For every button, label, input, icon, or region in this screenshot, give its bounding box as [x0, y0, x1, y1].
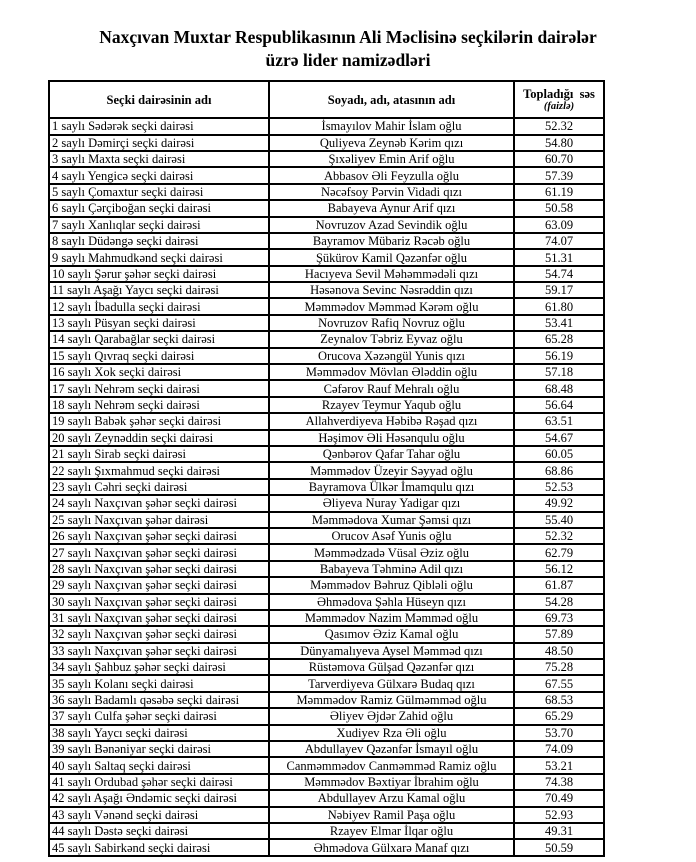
candidate-name-cell: Orucova Xəzəngül Yunis qızı: [269, 348, 514, 364]
table-row: [49, 544, 604, 560]
votes-cell: 56.12: [514, 561, 604, 577]
votes-cell: 50.58: [514, 200, 604, 216]
votes-cell: 52.32: [514, 528, 604, 544]
votes-cell: 48.50: [514, 643, 604, 659]
district-cell: 29 saylı Naxçıvan şəhər seçki dairəsi: [49, 577, 269, 593]
table-row: [49, 561, 604, 577]
table-row: [49, 233, 604, 249]
district-cell: 13 saylı Püsyan seçki dairəsi: [49, 315, 269, 331]
district-cell: 12 saylı İbadulla seçki dairəsi: [49, 298, 269, 314]
table-row: [49, 298, 604, 314]
candidate-name-cell: Abbasov Əli Feyzulla oğlu: [269, 167, 514, 183]
votes-cell: 65.29: [514, 708, 604, 724]
header-row: [49, 81, 604, 118]
district-cell: 17 saylı Nehrəm seçki dairəsi: [49, 380, 269, 396]
votes-cell: 61.87: [514, 577, 604, 593]
candidate-name-cell: Məmmədova Xumar Şəmsi qızı: [269, 512, 514, 528]
votes-cell: 57.39: [514, 167, 604, 183]
candidate-name-cell: Məmmədov Nazim Məmməd oğlu: [269, 610, 514, 626]
page-title: Naxçıvan Muxtar Respublikasının Ali Məclisinə seçkilərin dairələr üzrə lider namizədləri: [99, 27, 597, 71]
district-cell: 8 saylı Düdəngə seçki dairəsi: [49, 233, 269, 249]
candidate-name-cell: Həşimov Əli Həsənqulu oğlu: [269, 430, 514, 446]
district-cell: 19 saylı Babək şəhər seçki dairəsi: [49, 413, 269, 429]
header-votes: [514, 81, 604, 118]
votes-cell: 68.86: [514, 462, 604, 478]
district-cell: 31 saylı Naxçıvan şəhər seçki dairəsi: [49, 610, 269, 626]
table-row: [49, 135, 604, 151]
district-cell: 1 saylı Sədərək seçki dairəsi: [49, 118, 269, 134]
table-row: [49, 282, 604, 298]
candidate-name-cell: Şükürov Kamil Qəzənfər oğlu: [269, 249, 514, 265]
votes-cell: 69.73: [514, 610, 604, 626]
district-cell: 34 saylı Şahbuz şəhər seçki dairəsi: [49, 659, 269, 675]
candidate-name-cell: Tarverdiyeva Gülxarə Budaq qızı: [269, 675, 514, 691]
votes-cell: 74.07: [514, 233, 604, 249]
votes-cell: 74.38: [514, 774, 604, 790]
candidate-name-cell: Abdullayev Qəzənfər İsmayıl oğlu: [269, 741, 514, 757]
district-cell: 20 saylı Zeynəddin seçki dairəsi: [49, 430, 269, 446]
votes-cell: 52.93: [514, 807, 604, 823]
candidate-name-cell: Novruzov Rafiq Novruz oğlu: [269, 315, 514, 331]
table-row: [49, 315, 604, 331]
district-cell: 15 saylı Qıvraq seçki dairəsi: [49, 348, 269, 364]
candidate-name-cell: Şıxəliyev Emin Arif oğlu: [269, 151, 514, 167]
district-cell: 40 saylı Saltaq seçki dairəsi: [49, 757, 269, 773]
votes-cell: 55.40: [514, 512, 604, 528]
candidate-name-cell: Məmmədov Ramiz Gülməmməd oğlu: [269, 692, 514, 708]
district-cell: 44 saylı Dəstə seçki dairəsi: [49, 823, 269, 839]
table-row: [49, 462, 604, 478]
candidate-name-cell: Qənbərov Qafar Tahar oğlu: [269, 446, 514, 462]
table-row: [49, 479, 604, 495]
votes-cell: 57.89: [514, 626, 604, 642]
header-votes-main: Topladığı səs: [523, 87, 595, 102]
district-cell: 10 saylı Şərur şəhər seçki dairəsi: [49, 266, 269, 282]
votes-cell: 53.41: [514, 315, 604, 331]
candidate-name-cell: Məmmədov Bəxtiyar İbrahim oğlu: [269, 774, 514, 790]
district-cell: 35 saylı Kolanı seçki dairəsi: [49, 675, 269, 691]
candidate-name-cell: Rzayev Elmar İlqar oğlu: [269, 823, 514, 839]
table-row: [49, 446, 604, 462]
candidate-name-cell: Zeynalov Təbriz Eyvaz oğlu: [269, 331, 514, 347]
table-row: [49, 348, 604, 364]
district-cell: 37 saylı Culfa şəhər seçki dairəsi: [49, 708, 269, 724]
votes-cell: 54.74: [514, 266, 604, 282]
district-cell: 36 saylı Badamlı qəsəbə seçki dairəsi: [49, 692, 269, 708]
district-cell: 9 saylı Mahmudkənd seçki dairəsi: [49, 249, 269, 265]
header-candidate-name: Soyadı, adı, atasının adı: [269, 81, 514, 118]
votes-cell: 50.59: [514, 839, 604, 855]
district-cell: 39 saylı Bənəniyar seçki dairəsi: [49, 741, 269, 757]
table-row: [49, 413, 604, 429]
district-cell: 28 saylı Naxçıvan şəhər seçki dairəsi: [49, 561, 269, 577]
votes-cell: 61.19: [514, 184, 604, 200]
table-row: [49, 118, 604, 134]
header-district: Seçki dairəsinin adı: [49, 81, 269, 118]
candidate-name-cell: Abdullayev Arzu Kamal oğlu: [269, 790, 514, 806]
table-row: [49, 626, 604, 642]
district-cell: 25 saylı Naxçıvan şəhər dairəsi: [49, 512, 269, 528]
district-cell: 33 saylı Naxçıvan şəhər seçki dairəsi: [49, 643, 269, 659]
district-cell: 42 saylı Aşağı Əndəmic seçki dairəsi: [49, 790, 269, 806]
table-row: [49, 380, 604, 396]
votes-cell: 74.09: [514, 741, 604, 757]
candidate-name-cell: Məmmədov Məmməd Kərəm oğlu: [269, 298, 514, 314]
district-cell: 6 saylı Çərçiboğan seçki dairəsi: [49, 200, 269, 216]
votes-cell: 60.05: [514, 446, 604, 462]
candidate-name-cell: Quliyeva Zeynəb Kərim qızı: [269, 135, 514, 151]
candidate-name-cell: Əliyeva Nuray Yadigar qızı: [269, 495, 514, 511]
candidate-name-cell: Babayeva Aynur Arif qızı: [269, 200, 514, 216]
candidate-name-cell: Məmmədzadə Vüsal Əziz oğlu: [269, 544, 514, 560]
candidate-name-cell: Əliyev Əjdər Zahid oğlu: [269, 708, 514, 724]
votes-cell: 62.79: [514, 544, 604, 560]
votes-cell: 52.32: [514, 118, 604, 134]
district-cell: 5 saylı Çomaxtur seçki dairəsi: [49, 184, 269, 200]
table-row: [49, 249, 604, 265]
votes-cell: 63.51: [514, 413, 604, 429]
table-row: [49, 512, 604, 528]
candidate-name-cell: Cəfərov Rauf Mehralı oğlu: [269, 380, 514, 396]
district-cell: 45 saylı Sabirkənd seçki dairəsi: [49, 839, 269, 855]
votes-cell: 54.28: [514, 594, 604, 610]
candidate-name-cell: Qasımov Əziz Kamal oğlu: [269, 626, 514, 642]
candidate-name-cell: Nəcəfsoy Pərvin Vidadi qızı: [269, 184, 514, 200]
votes-cell: 54.80: [514, 135, 604, 151]
candidate-name-cell: Canməmmədov Canməmməd Ramiz oğlu: [269, 757, 514, 773]
candidate-name-cell: Dünyamalıyeva Aysel Məmməd qızı: [269, 643, 514, 659]
candidate-name-cell: Rzayev Teymur Yaqub oğlu: [269, 397, 514, 413]
table-row: [49, 741, 604, 757]
table-row: [49, 266, 604, 282]
candidate-name-cell: Xudiyev Rza Əli oğlu: [269, 725, 514, 741]
table-row: [49, 725, 604, 741]
table-row: [49, 610, 604, 626]
candidate-name-cell: Məmmədov Mövlan Ələddin oğlu: [269, 364, 514, 380]
candidate-name-cell: Nəbiyev Ramil Paşa oğlu: [269, 807, 514, 823]
district-cell: 24 saylı Naxçıvan şəhər seçki dairəsi: [49, 495, 269, 511]
table-row: [49, 200, 604, 216]
votes-cell: 75.28: [514, 659, 604, 675]
table-row: [49, 528, 604, 544]
table-row: [49, 807, 604, 823]
district-cell: 27 saylı Naxçıvan şəhər seçki dairəsi: [49, 544, 269, 560]
table-row: [49, 708, 604, 724]
candidate-name-cell: Novruzov Azad Sevindik oğlu: [269, 217, 514, 233]
table-row: [49, 659, 604, 675]
votes-cell: 59.17: [514, 282, 604, 298]
district-cell: 32 saylı Naxçıvan şəhər seçki dairəsi: [49, 626, 269, 642]
candidate-name-cell: Orucov Asəf Yunis oğlu: [269, 528, 514, 544]
candidate-name-cell: Məmmədov Bəhruz Qibləli oğlu: [269, 577, 514, 593]
table-row: [49, 577, 604, 593]
votes-cell: 68.53: [514, 692, 604, 708]
district-cell: 38 saylı Yaycı seçki dairəsi: [49, 725, 269, 741]
table-row: [49, 331, 604, 347]
table-body: [49, 118, 604, 856]
header-votes-subtitle: (faizlə): [543, 101, 575, 113]
votes-cell: 57.18: [514, 364, 604, 380]
candidate-name-cell: İsmayılov Mahir İslam oğlu: [269, 118, 514, 134]
votes-cell: 53.21: [514, 757, 604, 773]
votes-cell: 51.31: [514, 249, 604, 265]
district-cell: 18 saylı Nehrəm seçki dairəsi: [49, 397, 269, 413]
district-cell: 7 saylı Xanlıqlar seçki dairəsi: [49, 217, 269, 233]
votes-cell: 68.48: [514, 380, 604, 396]
table-row: [49, 757, 604, 773]
candidate-name-cell: Allahverdiyeva Həbibə Rəşad qızı: [269, 413, 514, 429]
candidate-name-cell: Məmmədov Üzeyir Səyyad oğlu: [269, 462, 514, 478]
table-row: [49, 495, 604, 511]
district-cell: 41 saylı Ordubad şəhər seçki dairəsi: [49, 774, 269, 790]
table-row: [49, 790, 604, 806]
table-row: [49, 643, 604, 659]
votes-cell: 63.09: [514, 217, 604, 233]
district-cell: 43 saylı Vənənd seçki dairəsi: [49, 807, 269, 823]
votes-cell: 56.19: [514, 348, 604, 364]
district-cell: 3 saylı Maxta seçki dairəsi: [49, 151, 269, 167]
table-row: [49, 217, 604, 233]
table-row: [49, 430, 604, 446]
votes-cell: 53.70: [514, 725, 604, 741]
candidate-name-cell: Hacıyeva Sevil Məhəmmədəli qızı: [269, 266, 514, 282]
table-row: [49, 839, 604, 855]
table-row: [49, 692, 604, 708]
table-row: [49, 184, 604, 200]
district-cell: 4 saylı Yengicə seçki dairəsi: [49, 167, 269, 183]
table-row: [49, 774, 604, 790]
table-row: [49, 364, 604, 380]
votes-cell: 70.49: [514, 790, 604, 806]
votes-cell: 52.53: [514, 479, 604, 495]
votes-cell: 61.80: [514, 298, 604, 314]
candidate-name-cell: Bayramova Ülkər İmamqulu qızı: [269, 479, 514, 495]
district-cell: 26 saylı Naxçıvan şəhər seçki dairəsi: [49, 528, 269, 544]
district-cell: 16 saylı Xok seçki dairəsi: [49, 364, 269, 380]
table-row: [49, 151, 604, 167]
candidate-name-cell: Həsənova Sevinc Nəsrəddin qızı: [269, 282, 514, 298]
table-row: [49, 594, 604, 610]
district-cell: 23 saylı Cəhri seçki dairəsi: [49, 479, 269, 495]
table-row: [49, 397, 604, 413]
votes-cell: 54.67: [514, 430, 604, 446]
candidate-name-cell: Babayeva Təhminə Adil qızı: [269, 561, 514, 577]
results-table: [48, 80, 605, 857]
table-row: [49, 675, 604, 691]
votes-cell: 49.92: [514, 495, 604, 511]
district-cell: 30 saylı Naxçıvan şəhər seçki dairəsi: [49, 594, 269, 610]
candidate-name-cell: Əhmədova Şəhla Hüseyn qızı: [269, 594, 514, 610]
votes-cell: 56.64: [514, 397, 604, 413]
district-cell: 2 saylı Dəmirçi seçki dairəsi: [49, 135, 269, 151]
district-cell: 21 saylı Sirab seçki dairəsi: [49, 446, 269, 462]
candidate-name-cell: Rüstəmova Gülşad Qəzənfər qızı: [269, 659, 514, 675]
votes-cell: 60.70: [514, 151, 604, 167]
votes-cell: 67.55: [514, 675, 604, 691]
votes-cell: 65.28: [514, 331, 604, 347]
district-cell: 22 saylı Şıxmahmud seçki dairəsi: [49, 462, 269, 478]
candidate-name-cell: Bayramov Mübariz Rəcəb oğlu: [269, 233, 514, 249]
table-header: [49, 81, 604, 118]
table-row: [49, 823, 604, 839]
table-row: [49, 167, 604, 183]
votes-cell: 49.31: [514, 823, 604, 839]
district-cell: 14 saylı Qarabağlar seçki dairəsi: [49, 331, 269, 347]
candidate-name-cell: Əhmədova Gülxarə Manaf qızı: [269, 839, 514, 855]
district-cell: 11 saylı Aşağı Yaycı seçki dairəsi: [49, 282, 269, 298]
